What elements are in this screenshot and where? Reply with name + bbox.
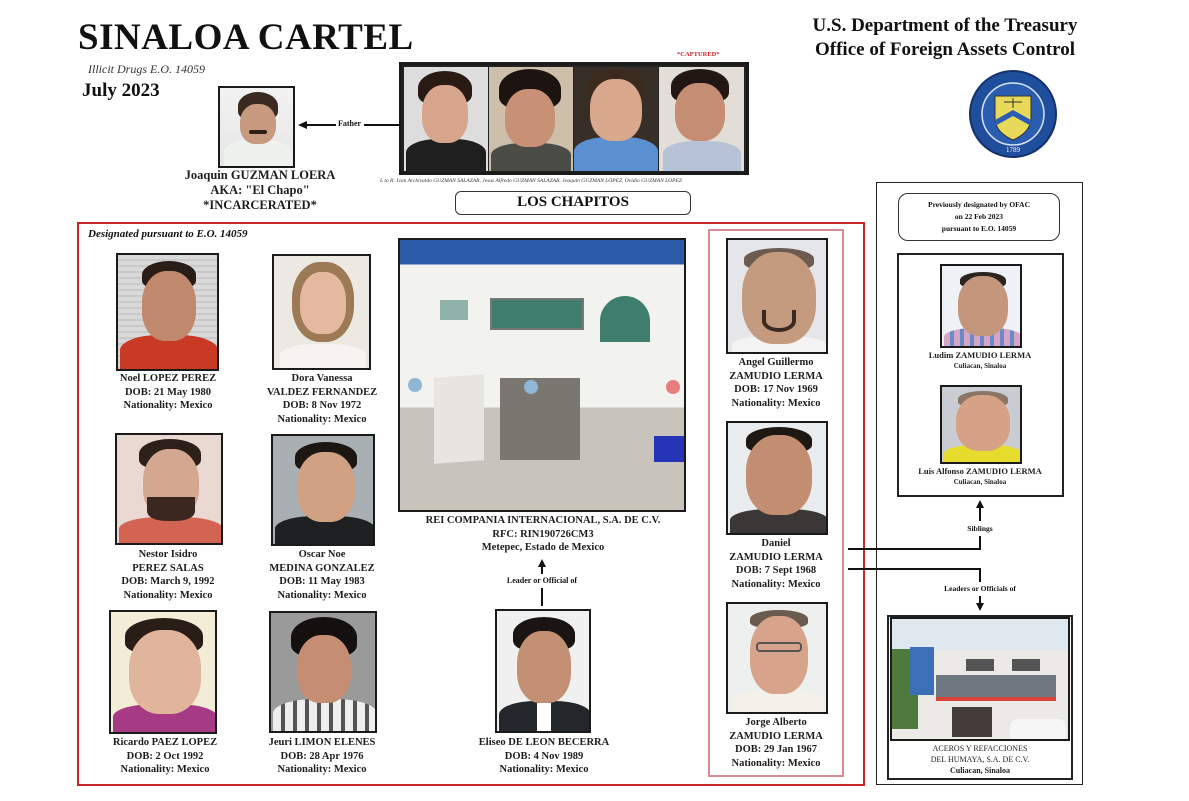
- previous-designation-label: [898, 193, 1060, 241]
- individual-location: Culiacan, Sinaloa: [953, 478, 1007, 486]
- individual-name: Oscar Noe: [298, 549, 346, 560]
- individual-name: MEDINA GONZALEZ: [269, 562, 375, 574]
- individual-caption: [96, 548, 240, 602]
- connector-line: [306, 124, 336, 126]
- leader-caption: [170, 168, 350, 213]
- individual-photo: [940, 385, 1022, 464]
- agency-header: [780, 14, 1110, 62]
- individual-caption: [246, 372, 398, 426]
- leader-name: Joaquin GUZMAN LOERA: [184, 168, 336, 182]
- individual-dob: DOB: March 9, 1992: [121, 576, 215, 587]
- individual-name: PEREZ SALAS: [132, 562, 204, 574]
- individual-name: ZAMUDIO LERMA: [729, 370, 823, 382]
- individual-location: Culiacan, Sinaloa: [953, 362, 1007, 370]
- connector-line: [979, 596, 981, 603]
- connector-line: [979, 507, 981, 521]
- svg-text:1789: 1789: [1006, 146, 1020, 154]
- leader-photo: [218, 86, 295, 168]
- chapito-photo-2: [489, 67, 573, 171]
- individual-nationality: Nationality: Mexico: [120, 764, 210, 775]
- individual-nationality: Nationality: Mexico: [277, 413, 367, 425]
- individual-name: Eliseo DE LEON BECERRA: [478, 737, 610, 748]
- chapito-photo-3: [574, 67, 658, 171]
- aceros-building-photo: [890, 617, 1070, 741]
- individual-dob: DOB: 4 Nov 1989: [504, 750, 584, 762]
- agency-line2: Office of Foreign Assets Control: [815, 39, 1075, 60]
- label-line: Previously designated by OFAC: [927, 200, 1031, 209]
- individual-caption: [712, 716, 840, 770]
- connector-line: [541, 588, 543, 606]
- individual-name: Luis Alfonso ZAMUDIO LERMA: [918, 466, 1042, 476]
- individual-photo: [940, 264, 1022, 348]
- individual-nationality: Nationality: Mexico: [277, 589, 367, 601]
- individual-photo: [726, 602, 828, 714]
- page-title: SINALOA CARTEL: [78, 17, 414, 58]
- individual-photo: [116, 253, 219, 371]
- chapitos-caption: L to R: Ivan Archivaldo GUZMAN SALAZAR, Jesus Alfredo GUZMAN SALAZAR, Joaquin GUZMAN LOPEZ, Ovidio GUZMAN LOPEZ: [380, 178, 682, 184]
- los-chapitos-label: LOS CHAPITOS: [455, 191, 691, 215]
- leaders-officials-label: Leaders or Officials of: [944, 584, 1016, 593]
- page-date: July 2023: [82, 80, 160, 101]
- arrow-down-icon: [976, 603, 984, 611]
- individual-dob: DOB: 8 Nov 1972: [282, 400, 362, 411]
- connector-line: [848, 548, 981, 550]
- individual-name: Noel LOPEZ PEREZ: [119, 373, 217, 384]
- individual-dob: DOB: 2 Oct 1992: [126, 750, 204, 762]
- individual-photo: [272, 254, 371, 370]
- connector-line: [364, 124, 400, 126]
- individual-caption: [90, 736, 240, 777]
- company-rfc: RFC: RIN190726CM3: [492, 528, 594, 540]
- leader-official-label: Leader or Official of: [506, 576, 578, 585]
- individual-nationality: Nationality: Mexico: [731, 397, 821, 409]
- individual-nationality: Nationality: Mexico: [277, 764, 367, 775]
- leader-status: *INCARCERATED*: [203, 198, 317, 212]
- connector-line: [848, 568, 981, 570]
- captured-label: *CAPTURED*: [677, 51, 720, 58]
- individual-photo: [726, 238, 828, 354]
- individual-caption: [712, 356, 840, 410]
- treasury-seal-icon: [968, 70, 1058, 158]
- individual-dob: DOB: 21 May 1980: [124, 386, 212, 398]
- company-building-photo: [398, 238, 686, 512]
- individual-caption: [712, 537, 840, 591]
- individual-caption: [900, 350, 1060, 372]
- individual-name: Daniel: [761, 538, 791, 549]
- individual-name: Dora Vanessa: [291, 373, 353, 384]
- leader-aka: AKA: "El Chapo": [210, 183, 310, 197]
- individual-photo: [495, 609, 591, 733]
- individual-caption: [246, 548, 398, 602]
- individual-nationality: Nationality: Mexico: [123, 589, 213, 601]
- individual-name: Jorge Alberto: [745, 717, 807, 728]
- individual-name: Ludim ZAMUDIO LERMA: [928, 350, 1032, 360]
- individual-name: Angel Guillermo: [738, 357, 814, 368]
- chapito-photo-1: [404, 67, 488, 171]
- company-location: Metepec, Estado de Mexico: [481, 542, 605, 553]
- father-label: Father: [338, 119, 362, 128]
- individual-caption: [466, 736, 622, 777]
- designated-label: Designated pursuant to E.O. 14059: [88, 228, 248, 240]
- page-subtitle: Illicit Drugs E.O. 14059: [88, 62, 205, 76]
- individual-dob: DOB: 11 May 1983: [279, 576, 365, 587]
- individual-dob: DOB: 28 Apr 1976: [280, 750, 364, 762]
- individual-caption: [96, 372, 240, 413]
- individual-photo: [271, 434, 375, 546]
- individual-name: ZAMUDIO LERMA: [729, 551, 823, 563]
- individual-nationality: Nationality: Mexico: [499, 764, 589, 775]
- individual-nationality: Nationality: Mexico: [731, 578, 821, 590]
- chapitos-photo-strip: [399, 62, 749, 175]
- company-name: REI COMPANIA INTERNACIONAL, S.A. DE C.V.: [425, 515, 661, 526]
- company-name: DEL HUMAYA, S.A. DE C.V.: [930, 755, 1030, 764]
- individual-name: ZAMUDIO LERMA: [729, 730, 823, 742]
- individual-photo: [726, 421, 828, 535]
- siblings-label: Siblings: [967, 524, 993, 533]
- label-line: on 22 Feb 2023: [954, 212, 1004, 221]
- individual-photo: [115, 433, 223, 545]
- company-caption: [398, 514, 688, 555]
- connector-line: [979, 568, 981, 582]
- company-location: Culiacan, Sinaloa: [949, 766, 1010, 775]
- individual-nationality: Nationality: Mexico: [123, 400, 213, 411]
- agency-line1: U.S. Department of the Treasury: [812, 15, 1078, 36]
- individual-name: Jeuri LIMON ELENES: [268, 737, 376, 748]
- chapito-photo-4: [659, 67, 744, 171]
- individual-nationality: Nationality: Mexico: [731, 757, 821, 769]
- aceros-caption: [890, 743, 1070, 776]
- individual-photo: [109, 610, 217, 734]
- company-name: ACEROS Y REFACCIONES: [932, 744, 1028, 753]
- individual-caption: [246, 736, 398, 777]
- individual-name: Nestor Isidro: [138, 549, 198, 560]
- individual-dob: DOB: 7 Sept 1968: [735, 565, 817, 576]
- individual-name: Ricardo PAEZ LOPEZ: [112, 737, 218, 748]
- connector-line: [541, 566, 543, 574]
- individual-photo: [269, 611, 377, 733]
- individual-dob: DOB: 29 Jan 1967: [735, 744, 817, 755]
- individual-dob: DOB: 17 Nov 1969: [734, 384, 818, 395]
- label-line: pursuant to E.O. 14059: [941, 224, 1017, 233]
- individual-caption: [900, 466, 1060, 488]
- individual-name: VALDEZ FERNANDEZ: [266, 386, 378, 398]
